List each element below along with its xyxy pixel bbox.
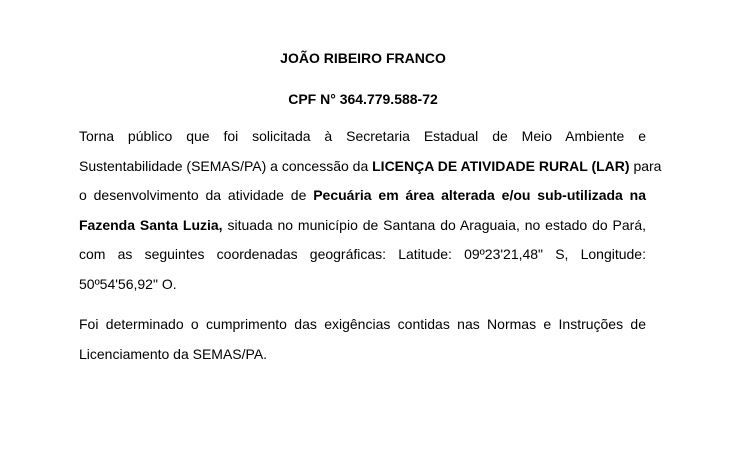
license-type: LICENÇA DE ATIVIDADE RURAL (LAR)	[372, 157, 630, 174]
requirements-paragraph	[79, 310, 646, 369]
text-run: Sustentabilidade (SEMAS/PA) a concessão da	[79, 157, 373, 174]
notice-paragraph	[79, 122, 662, 299]
text-run: situada no município de Santana do Araguaia, no estado do Pará,	[222, 216, 646, 233]
paragraph-line	[79, 310, 646, 340]
coordinates-text: com as seguintes coordenadas geográficas: Latitude: 09º23'21,48" S, Longitude:	[79, 246, 646, 262]
coordinates-text: 50º54'56,92" O.	[79, 275, 177, 292]
farm-name: Fazenda Santa Luzia,	[79, 216, 223, 233]
text-run: Torna público que foi solicitada à Secretaria Estadual de Meio Ambiente e	[79, 128, 646, 144]
applicant-name: JOÃO RIBEIRO FRANCO	[280, 50, 446, 66]
text-run: Licenciamento da SEMAS/PA.	[79, 345, 268, 362]
applicant-cpf: CPF N° 364.779.588-72	[288, 91, 438, 107]
paragraph-line	[79, 181, 646, 211]
activity-type: Pecuária em área alterada e/ou sub-utilizada na	[313, 187, 647, 203]
text-run: Foi determinado o cumprimento das exigências contidas nas Normas e Instruções de	[79, 316, 646, 332]
paragraph-line	[79, 152, 662, 182]
paragraph-line	[79, 340, 646, 370]
text-run: para	[629, 157, 662, 174]
paragraph-line	[79, 270, 646, 300]
paragraph-line	[79, 122, 646, 152]
paragraph-line	[79, 211, 646, 241]
paragraph-line	[79, 240, 646, 270]
text-run: o desenvolvimento da atividade de	[79, 187, 314, 203]
